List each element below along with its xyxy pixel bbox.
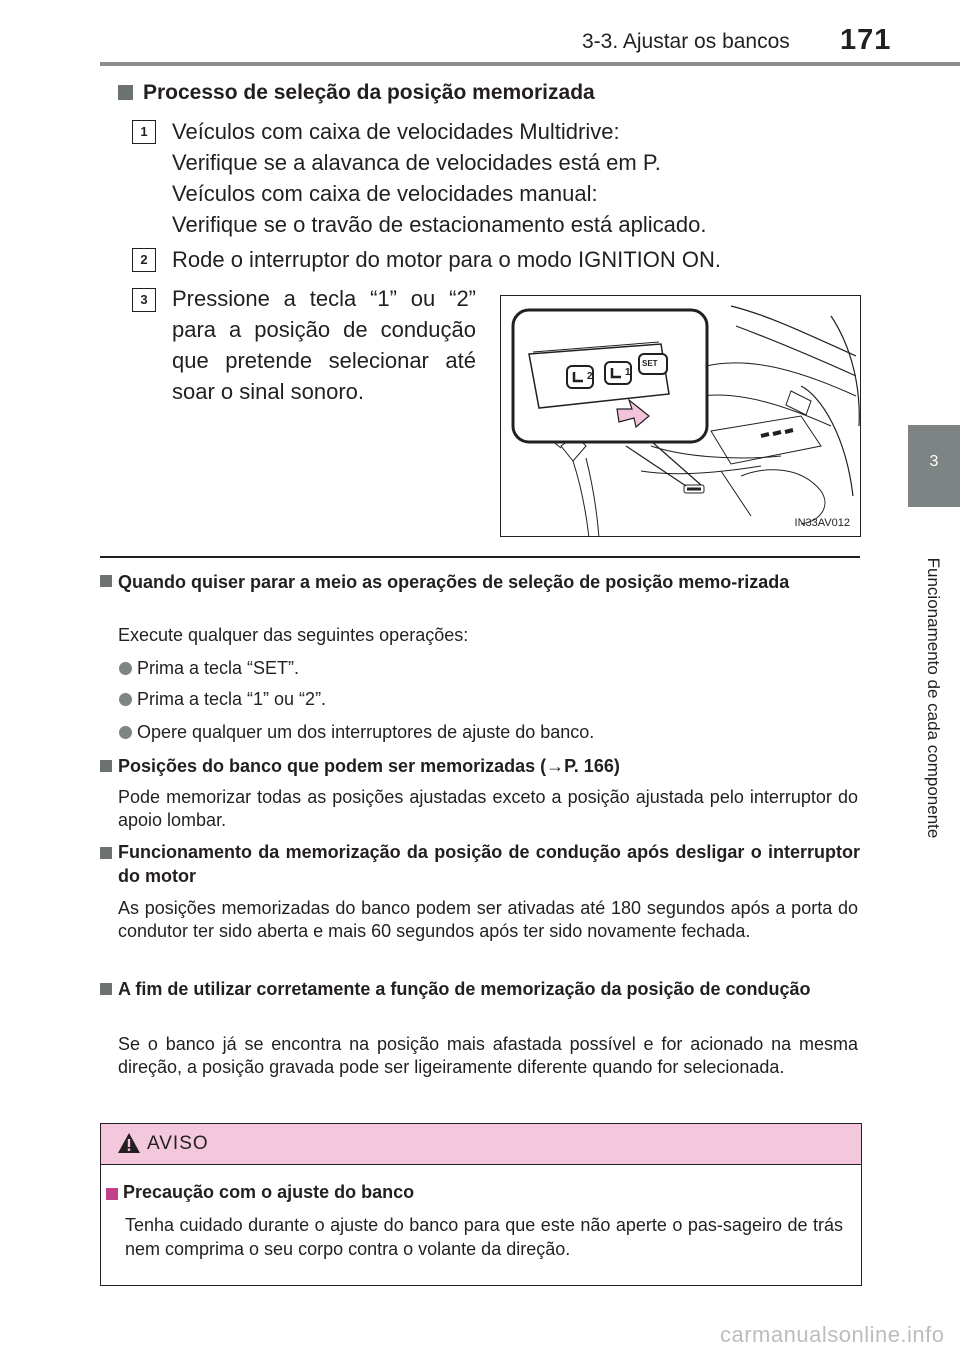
step-1-number: 1: [132, 120, 156, 144]
warning-triangle-icon: [117, 1132, 141, 1154]
note-1-heading: Quando quiser parar a meio as operações de seleção de posição memo-rizada: [118, 572, 790, 592]
note-3-heading: Funcionamento da memorização da posição de condução após desligar o interruptor do motor: [118, 842, 860, 886]
note-2-body: Pode memorizar todas as posições ajustadas exceto a posição ajustada pelo interruptor do apoio lombar.: [118, 787, 858, 830]
note-square-icon: [100, 983, 112, 995]
bullet-icon: [119, 662, 132, 675]
note-square-icon: [100, 575, 112, 587]
watermark: carmanualsonline.info: [720, 1322, 945, 1347]
memory-switch-figure: [500, 295, 861, 537]
key-label-set: SET: [642, 359, 658, 368]
key-label-2: 2: [587, 371, 593, 382]
warning-body: Tenha cuidado durante o ajuste do banco para que este não aperte o pas-sageiro de trás nem comprima o seu corpo contra o volante da direção.: [125, 1215, 843, 1259]
bullet-icon: [119, 726, 132, 739]
bullet-icon: [119, 693, 132, 706]
main-heading: Processo de seleção da posição memorizada: [143, 81, 595, 104]
note-1-bullet: Prima a tecla “SET”.: [137, 658, 300, 678]
note-2-heading: Posições do banco que podem ser memorizadas (→P. 166): [118, 756, 620, 776]
step-1-line: Verifique se o travão de estacionamento está aplicado.: [172, 212, 707, 237]
note-1-bullet: Opere qualquer um dos interruptores de ajuste do banco.: [137, 722, 595, 742]
warning-square-icon: [106, 1188, 118, 1200]
chapter-tab[interactable]: 3: [908, 425, 960, 507]
step-3-text: Pressione a tecla “1” ou “2” para a posição de condução que pretende selecionar até soar o sinal sonoro.: [172, 286, 476, 404]
note-square-icon: [100, 847, 112, 859]
note-1-body: Execute qualquer das seguintes operações:: [118, 625, 469, 645]
header-rule: [100, 62, 960, 66]
warning-title: AVISO: [147, 1133, 209, 1154]
page-number: 171: [840, 24, 892, 56]
step-1-line: Verifique se a alavanca de velocidades está em P.: [172, 150, 661, 175]
step-1-line: Veículos com caixa de velocidades manual:: [172, 181, 598, 206]
step-2-text: Rode o interruptor do motor para o modo IGNITION ON.: [172, 247, 722, 272]
section-divider: [100, 556, 860, 558]
note-1-bullet: Prima a tecla “1” ou “2”.: [137, 689, 327, 709]
warning-heading: Precaução com o ajuste do banco: [123, 1182, 415, 1202]
note-4-body: Se o banco já se encontra na posição mais afastada possível e for acionado na mesma direção, a posição gravada pode ser ligeiramente diferente quando for selecionada.: [118, 1034, 858, 1077]
figure-code: IN33AV012: [794, 517, 850, 529]
door-panel-illustration: [501, 296, 861, 537]
note-3-body: As posições memorizadas do banco podem ser ativadas até 180 segundos após a porta do condutor ter sido aberta e mais 60 segundos após ter sido novamente fechada.: [118, 898, 858, 941]
step-1-line: Veículos com caixa de velocidades Multidrive:: [172, 119, 620, 144]
key-label-1: 1: [625, 367, 631, 378]
step-3-number: 3: [132, 288, 156, 312]
warning-header: [101, 1124, 861, 1165]
note-4-heading: A fim de utilizar corretamente a função de memorização da posição de condução: [118, 979, 811, 999]
step-1-text: [172, 116, 706, 240]
chapter-label: Funcionamento de cada componente: [924, 557, 943, 839]
warning-box: [100, 1123, 862, 1286]
heading-square-icon: [118, 85, 133, 100]
step-2-number: 2: [132, 248, 156, 272]
note-square-icon: [100, 760, 112, 772]
section-title: 3-3. Ajustar os bancos: [582, 30, 790, 53]
